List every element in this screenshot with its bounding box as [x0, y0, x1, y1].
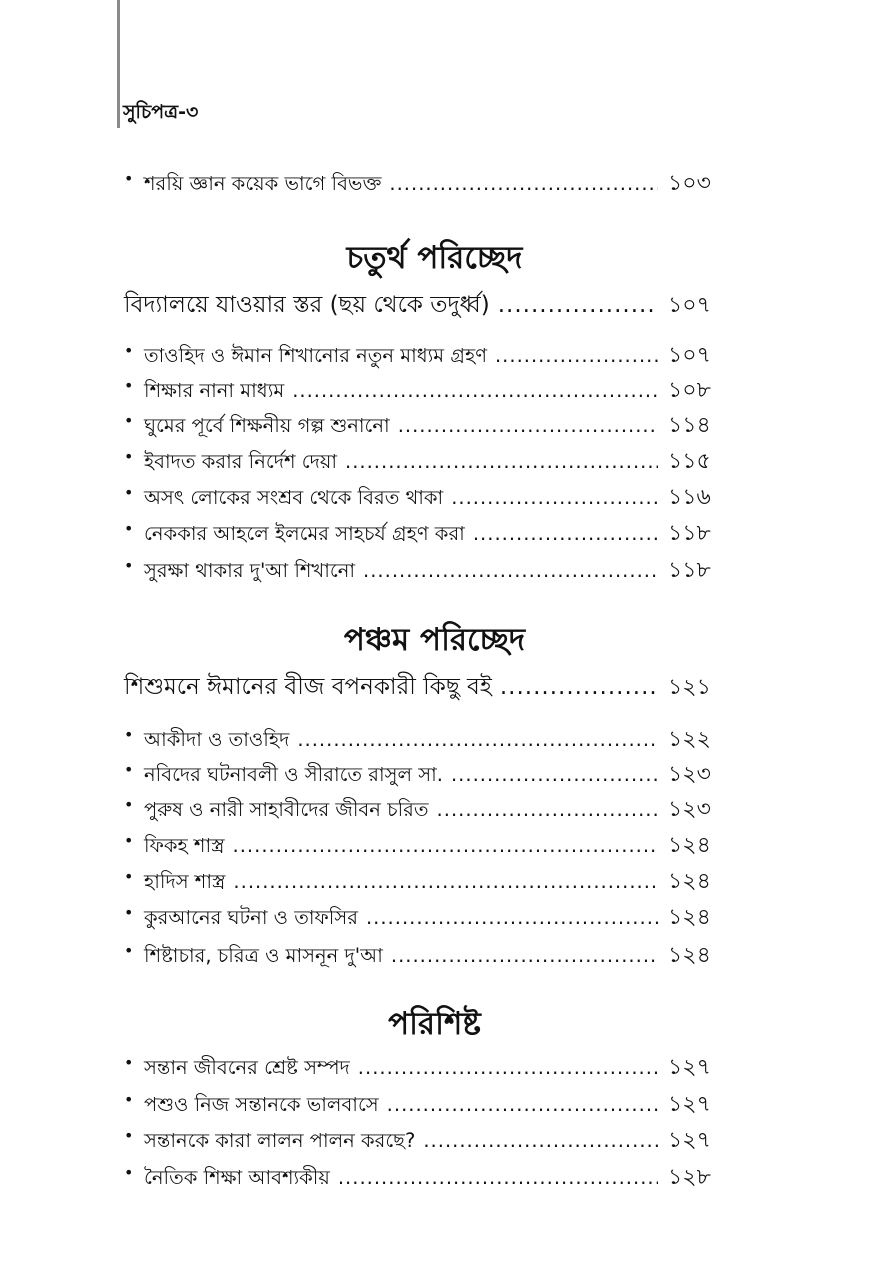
dot-leader [292, 379, 658, 402]
dot-leader [495, 344, 658, 367]
toc-entry-page: ১২৮ [668, 1165, 711, 1190]
bullet-icon: • [124, 831, 134, 850]
chapter-4-heading: চতুর্থ পরিচ্ছেদ [346, 240, 523, 276]
toc-entry[interactable] [124, 166, 724, 200]
toc-main-page: ১০৭ [668, 293, 711, 318]
bullet-icon: • [124, 725, 134, 744]
toc-entry-page: ১২৪ [668, 905, 711, 930]
bullet-icon: • [124, 519, 134, 538]
toc-entry[interactable] [124, 828, 724, 862]
toc-entry[interactable] [124, 938, 724, 972]
toc-entry[interactable] [124, 722, 724, 756]
toc-entry-page: ১১৬ [668, 485, 711, 510]
dot-leader [500, 674, 658, 700]
toc-entry-title: ঘুমের পূর্বে শিক্ষনীয় গল্প শুনানো [144, 414, 390, 437]
toc-entry-title: পশুও নিজ সন্তানকে ভালবাসে [144, 1093, 379, 1116]
bullet-icon: • [124, 447, 134, 466]
bullet-icon: • [124, 411, 134, 430]
toc-entry-title: আকীদা ও তাওহিদ [144, 728, 290, 751]
margin-rule [117, 0, 120, 128]
bullet-icon: • [124, 169, 134, 188]
bullet-icon: • [124, 867, 134, 886]
dot-leader [391, 944, 658, 967]
toc-entry[interactable] [124, 516, 724, 550]
toc-entry-page: ১২৪ [668, 833, 711, 858]
toc-entry-title: ফিকহ শাস্ত্র [144, 834, 225, 857]
toc-main-page: ১২১ [668, 675, 711, 700]
toc-entry[interactable] [124, 373, 724, 407]
dot-leader [389, 172, 658, 195]
bullet-icon: • [124, 483, 134, 502]
dot-leader [358, 1056, 658, 1079]
bullet-icon: • [124, 760, 134, 779]
toc-entry-title: হাদিস শাস্ত্র [144, 870, 226, 893]
toc-entry-title: কুরআনের ঘটনা ও তাফসির [144, 906, 358, 929]
toc-entry-page: ১২৭ [668, 1128, 711, 1153]
toc-entry[interactable] [124, 900, 724, 934]
toc-entry-page: ১১৮ [668, 558, 711, 583]
toc-entry[interactable] [124, 480, 724, 514]
dot-leader [437, 798, 658, 821]
dot-leader [498, 292, 658, 318]
toc-entry-title: নৈতিক শিক্ষা আবশ্যকীয় [144, 1166, 330, 1189]
toc-entry-page: ১০৩ [668, 171, 711, 196]
toc-main-title: শিশুমনে ঈমানের বীজ বপনকারী কিছু বই [124, 674, 492, 700]
toc-entry-page: ১২৪ [668, 869, 711, 894]
chapter-heading [0, 1004, 869, 1044]
dot-leader [363, 559, 658, 582]
dot-leader [338, 1166, 658, 1189]
toc-entry-title: পুরুষ ও নারী সাহাবীদের জীবন চরিত [144, 798, 429, 821]
toc-entry-title: ইবাদত করার নির্দেশ দেয়া [144, 450, 338, 473]
toc-entry-page: ১০৮ [668, 378, 711, 403]
dot-leader [233, 870, 658, 893]
toc-entry[interactable] [124, 864, 724, 898]
dot-leader [451, 763, 658, 786]
toc-entry-title: অসৎ লোকের সংশ্রব থেকে বিরত থাকা [144, 486, 444, 509]
toc-entry-title: শিক্ষার নানা মাধ্যম [144, 379, 285, 402]
toc-entry-title: সন্তান জীবনের শ্রেষ্ট সম্পদ [144, 1056, 350, 1079]
bullet-icon: • [124, 941, 134, 960]
dot-leader [473, 522, 658, 545]
toc-entry[interactable] [124, 408, 724, 442]
toc-entry-page: ১২৪ [668, 943, 711, 968]
toc-entry-page: ১২৭ [668, 1092, 711, 1117]
dot-leader [233, 834, 658, 857]
toc-entry-page: ১২৩ [668, 762, 711, 787]
toc-entry[interactable] [124, 444, 724, 478]
running-head: সুচিপত্র-৩ [123, 101, 199, 123]
chapter-heading [0, 620, 869, 660]
bullet-icon: • [124, 1053, 134, 1072]
toc-entry-page: ১০৭ [668, 343, 711, 368]
bullet-icon: • [124, 1090, 134, 1109]
toc-entry-title: শিষ্টাচার, চরিত্র ও মাসনূন দু'আ [144, 944, 383, 967]
bullet-icon: • [124, 341, 134, 360]
toc-entry-title: সুরক্ষা থাকার দু'আ শিখানো [144, 559, 356, 582]
toc-entry[interactable] [124, 757, 724, 791]
dot-leader [451, 486, 658, 509]
toc-entry-title: নেককার আহলে ইলমের সাহচর্য গ্রহণ করা [144, 522, 465, 545]
dot-leader [366, 906, 658, 929]
toc-entry[interactable] [124, 553, 724, 587]
toc-entry-page: ১১৮ [668, 521, 711, 546]
dot-leader [345, 450, 658, 473]
toc-entry-page: ১২২ [668, 727, 711, 752]
toc-entry[interactable] [124, 1087, 724, 1121]
toc-entry-page: ১২৭ [668, 1055, 711, 1080]
appendix-heading: পরিশিষ্ট [388, 1006, 481, 1042]
toc-main-entry[interactable] [124, 286, 724, 324]
chapter-5-heading: পঞ্চম পরিচ্ছেদ [343, 622, 526, 658]
dot-leader [398, 414, 658, 437]
toc-entry[interactable] [124, 792, 724, 826]
toc-entry-title: শরয়ি জ্ঞান কয়েক ভাগে বিভক্ত [144, 172, 382, 195]
chapter-heading [0, 238, 869, 278]
toc-entry-title: নবিদের ঘটনাবলী ও সীরাতে রাসুল সা. [144, 763, 443, 786]
toc-entry[interactable] [124, 1050, 724, 1084]
toc-entry-page: ১২৩ [668, 797, 711, 822]
bullet-icon: • [124, 1163, 134, 1182]
toc-entry[interactable] [124, 1123, 724, 1157]
toc-entry-title: সন্তানকে কারা লালন পালন করছে? [144, 1129, 416, 1152]
dot-leader [387, 1093, 658, 1116]
bullet-icon: • [124, 1126, 134, 1145]
toc-entry[interactable] [124, 1160, 724, 1194]
bullet-icon: • [124, 903, 134, 922]
toc-entry-title: তাওহিদ ও ঈমান শিখানোর নতুন মাধ্যম গ্রহণ [144, 344, 487, 367]
toc-entry[interactable] [124, 338, 724, 372]
toc-main-title: বিদ্যালয়ে যাওয়ার স্তর (ছয় থেকে তদুর্ধ্ব) [124, 292, 490, 318]
toc-entry-page: ১১৪ [668, 413, 711, 438]
toc-main-entry[interactable] [124, 668, 724, 706]
bullet-icon: • [124, 795, 134, 814]
dot-leader [297, 728, 658, 751]
dot-leader [423, 1129, 658, 1152]
toc-entry-page: ১১৫ [668, 449, 711, 474]
bullet-icon: • [124, 556, 134, 575]
bullet-icon: • [124, 376, 134, 395]
